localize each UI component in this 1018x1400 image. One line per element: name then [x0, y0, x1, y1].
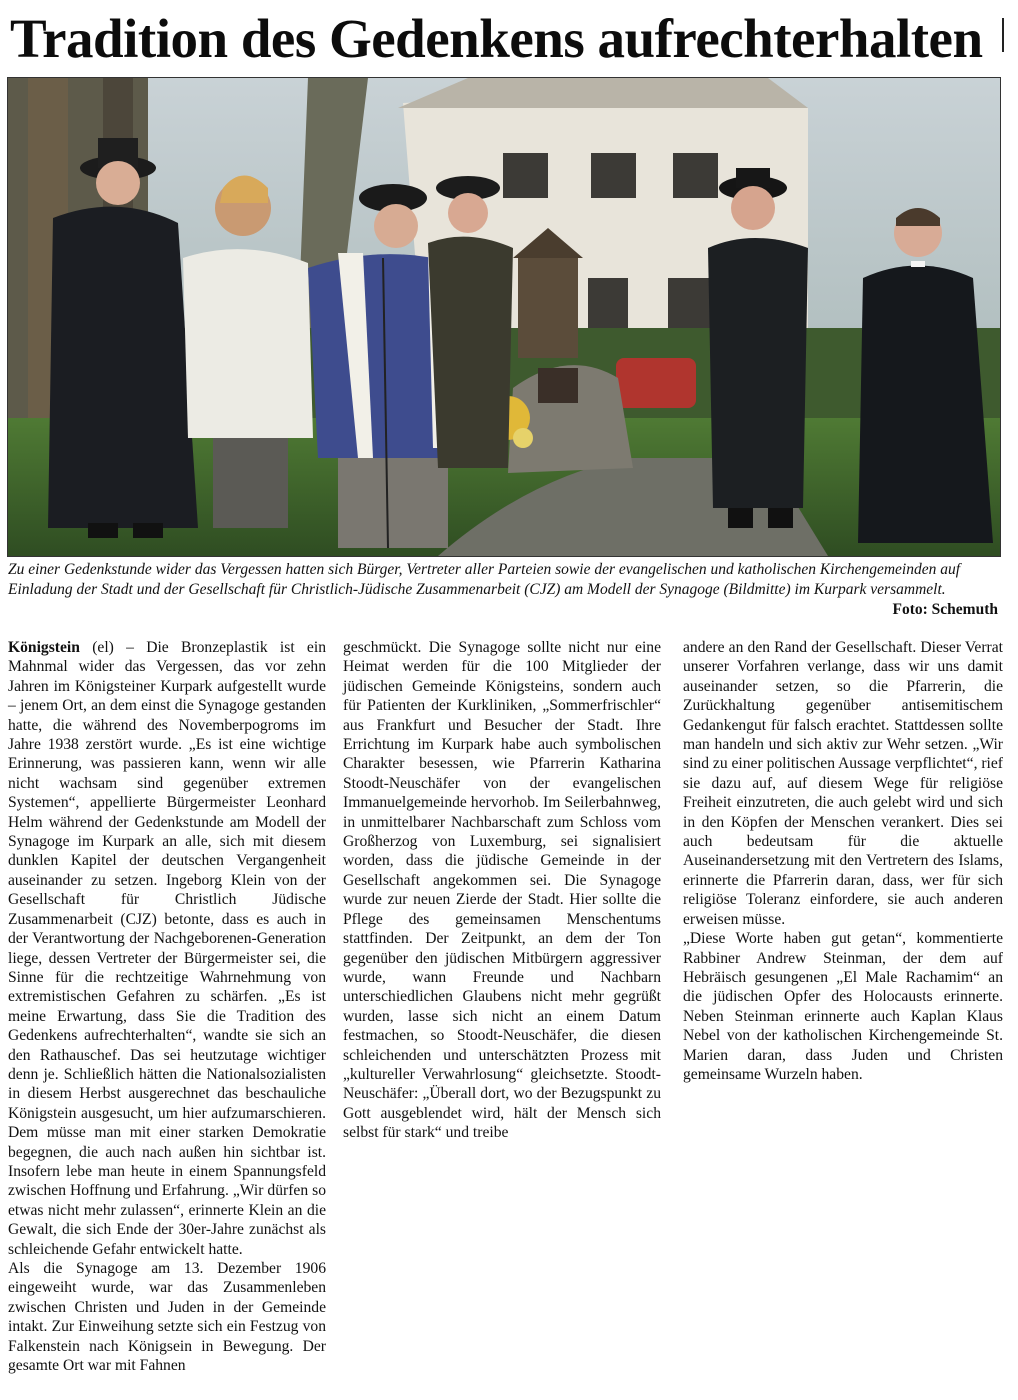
article-photo [7, 77, 1001, 557]
photo-caption: Zu einer Gedenkstunde wider das Vergessen hatten sich Bürger, Vertreter aller Parteien sowie der evangelischen und katholischen Kirchengemeinden auf Einladung der Stadt und der Gesellschaft für Christlich-Jüdische Zusammenarbeit (CJZ) am Modell der Synagoge (Bildmitte) im Kurpark versammelt. [8, 561, 961, 598]
paragraph-text: (el) – Die Bronzeplastik ist ein Mahnmal wider das Vergessen, das vor zehn Jahren im Königsteiner Kurpark aufgestellt wurde – jenem Ort, an dem einst die Synagoge gestanden hatte, die während des Novemberpogroms im Jahre 1938 zerstört wurde. „Es ist eine wichtige Erinnerung, was passieren kann, wenn wir alle nicht wachsam sind gegenüber extremen Systemen“, appellierte Bürgermeister Leonhard Helm während der Gedenkstunde am Modell der Synagoge im Kurpark an alle, sich mit diesem dunklen Kapitel der deutschen Vergangenheit auseinander zu setzen. Ingeborg Klein von der Gesellschaft für Christlich Jüdische Zusammenarbeit (CJZ) betonte, dass es auch in der Verantwortung der Nachgeborenen-Generation liege, dessen Vertreter der Bürgermeister sei, die Sinne für die rechtzeitige Wahrnehmung von extremistischen Gefahren zu schärfen. „Es ist meine Erwartung, dass Sie die Tradition des Gedenkens aufrechterhalten“, wandte sie sich an den Rathauschef. Das sei heutzutage wichtiger denn je. Schließlich hätten die Nationalsozialisten in diesem Herbst ausgerechnet das beschauliche Königstein ausgesucht, um hier aufzumarschieren. Dem müsse man mit einer starken Demokratie begegnen, die auch nach außen hin sichtbar ist. Insofern lebe man heute in einem Spannungsfeld zwischen Hoffnung und Erfahrung. „Wir dürfen so etwas nicht mehr zulassen“, erinnerte Klein an die Gewalt, die sich Ende der 30er-Jahre zunächst als schleichende Gefahr entwickelt hatte. [8, 639, 326, 1258]
article-column-2 [343, 638, 661, 1143]
page-edge-mark [1002, 18, 1016, 52]
photo-credit: Foto: Schemuth [892, 601, 998, 618]
article-paragraph: „Diese Worte haben gut getan“, kommentierte Rabbiner Andrew Steinman, der dem auf Hebräisch gesungenen „El Male Rachamim“ an die jüdischen Opfer des Holocausts erinnerte. Neben Steinman erinnerte auch Kaplan Klaus Nebel von der katholischen Kirchengemeinde St. Marien daran, dass Juden und Christen gemeinsame Wurzeln haben. [683, 930, 1003, 1083]
article-paragraph: Als die Synagoge am 13. Dezember 1906 eingeweiht wurde, war das Zusammenleben zwischen Christen und Juden in der Gemeinde intakt. Zur Einweihung setzte sich ein Festzug von Falkenstein nach Königsein in Bewegung. Der gesamte Ort war mit Fahnen [8, 1260, 326, 1375]
dateline: Königstein [8, 639, 80, 656]
article-headline: Tradition des Gedenkens aufrechterhalten [10, 8, 983, 69]
article-paragraph: andere an den Rand der Gesellschaft. Dieser Verrat unserer Vorfahren verlange, dass wir uns damit auseinander setzen, so die Pfarrerin, die Zurückhaltung gegenüber antisemitischem Gedankengut für falsch erachtet. Stattdessen sollte man handeln und sich aktiv zur Wehr setzen. „Wir sind zu einer politischen Aussage verpflichtet“, rief sie dazu auf, auf diesem Wege für religiöse Freiheit einzutreten, die auch gelebt wird und sich in den Köpfen der Menschen verankert. Dies sei auch bedeutsam für die aktuelle Auseinandersetzung mit den Vertretern des Islams, erinnerte die Pfarrerin daran, dass, wer für sich religiöse Toleranz einfordere, sie auch anderen erweisen müsse. [683, 639, 1003, 928]
article-paragraph [8, 638, 326, 1259]
article-column-3 [683, 638, 1003, 1084]
article-column-1 [8, 638, 326, 1375]
photo-illustration [8, 78, 1000, 556]
article-paragraph: geschmückt. Die Synagoge sollte nicht nur eine Heimat werden für die 100 Mitglieder der jüdischen Gemeinde Königsteins, sondern auch für Patienten der Kurkliniken, „Sommerfrischler“ aus Frankfurt und Besucher der Stadt. Ihre Errichtung im Kurpark habe auch symbolischen Charakter besessen, wie Pfarrerin Katharina Stoodt-Neuschäfer von der evangelischen Immanuelgemeinde hervorhob. Im Seilerbahnweg, in unmittelbarer Nachbarschaft zum Schloss vom Großherzog von Luxemburg, sei signalisiert worden, dass die jüdische Gemeinde in der Gesellschaft angekommen sei. Die Synagoge wurde zur neuen Zierde der Stadt. Hier sollte die Pflege des gemeinsamen Menschentums stattfinden. Der Zeitpunkt, an dem der Ton gegenüber den jüdischen Mitbürgern aggressiver wurde, wann Freunde und Nachbarn unterschiedlichen Glaubens nicht mehr gegrüßt wurden, lasse sich nicht an einem Datum festmachen, so Stoodt-Neuschäfer, die diesen schleichenden und unterschätzten Prozess mit „kultureller Verwahrlosung“ gleichsetzte. Stoodt-Neuschäfer: „Überall dort, wo der Bezugspunkt zu Gott ausgeblendet wird, hält der Mensch sich selbst für stark“ und treibe [343, 639, 661, 1142]
